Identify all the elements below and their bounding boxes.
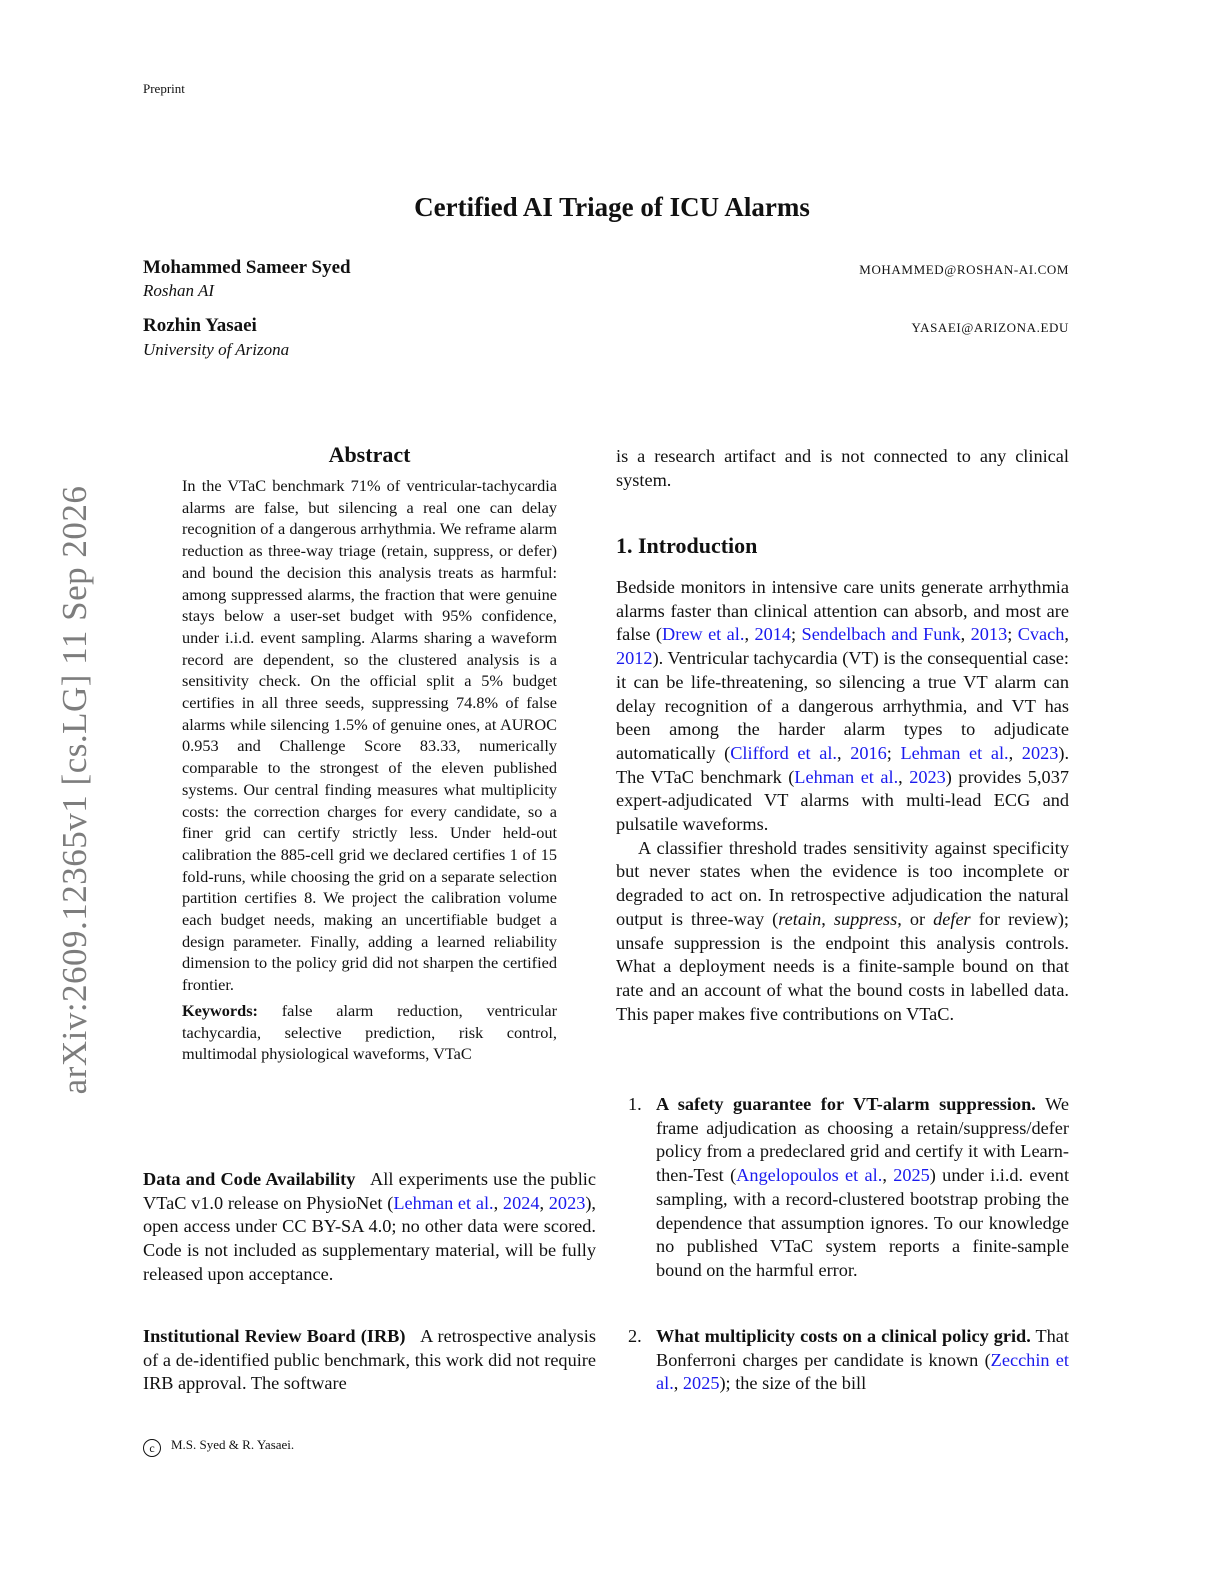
- irb-heading: Institutional Review Board (IRB): [143, 1326, 406, 1346]
- author-name: Mohammed Sameer Syed: [143, 257, 351, 278]
- citation-link[interactable]: Clifford et al.: [730, 742, 837, 763]
- introduction-heading: 1. Introduction: [616, 533, 758, 558]
- citation-year-link[interactable]: 2016: [850, 742, 887, 763]
- paragraph-text: is a research artifact and is not connected to any clinical system.: [616, 446, 1069, 490]
- arxiv-identifier: arXiv:2609.12365v1 [cs.LG] 11 Sep 2026: [55, 485, 94, 1095]
- abstract-text: In the VTaC benchmark 71% of ventricular-tachycardia alarms are false, but silencing a real one can delay recognition of a dangerous arrhythmia. We reframe alarm reduction as three-way triage (retain, suppress, or defer) and bound the decision this analysis treats as harmful: among suppressed alarms, the fraction that were genuine stays below a user-set budget with 95% confidence, under i.i.d. event sampling. Alarms sharing a waveform record are dependent, so the clustered analysis is a sensitivity check. On the official split a 5% budget certifies in all three seeds, suppressing 74.8% of false alarms while silencing 1.5% of genuine ones, at AUROC 0.953 and Challenge Score 83.33, numerically comparable to the strongest of the eleven published systems. Our central finding measures what multiplicity costs: the correction charges for every candidate, so a finer grid can certify strictly less. Under held-out calibration the 885-cell grid we declared certifies 1 of 15 fold-runs, while choosing the grid on a separate selection partition certifies 8. We project the calibration volume each budget needs, making an uncertifiable budget a design parameter. Finally, adding a learned reliability dimension to the policy grid did not sharpen the certified frontier.: [182, 476, 557, 995]
- citation-year-link[interactable]: 2023: [548, 1192, 586, 1213]
- data-availability-heading: Data and Code Availability: [143, 1169, 356, 1189]
- data-availability-section: [143, 1168, 596, 1287]
- keywords-label: Keywords:: [182, 1000, 258, 1020]
- citation-link[interactable]: Cvach: [1017, 624, 1065, 645]
- list-item: 1. A safety guarantee for VT-alarm suppression. We frame adjudication as choosing a retain/suppress/defer policy from a predeclared grid and certify it with Learn-then-Test (Angelopoulos et al., 2025) under i.i.d. event sampling, with a record-clustered bootstrap probing the dependence that assumption ignores. To our knowledge no published VTaC system reports a finite-sample bound on the harmful error.: [628, 1094, 1070, 1280]
- citation-year-link[interactable]: 2013: [970, 624, 1008, 645]
- intro-paragraph-1: Bedside monitors in intensive care units generate arrhythmia alarms faster than clinical attention can absorb, and most are false (Drew et al., 2014; Sendelbach and Funk, 2013; Cvach, 2012). Ventricular tachycardia (VT) is the consequential case: it can be life-threatening, so silencing a true VT alarm can delay recognition of a dangerous arrhythmia, and VT has been among the harder alarm types to adjudicate automatically (Clifford et al., 2016; Lehman et al., 2023). The VTaC benchmark (Lehman et al., 2023) provides 5,037 expert-adjudicated VT alarms with multi-lead ECG and pulsatile waveforms.: [616, 577, 1070, 835]
- citation-year-link[interactable]: 2025: [893, 1165, 930, 1186]
- preprint-label: Preprint: [143, 81, 185, 96]
- paragraph-text: ,: [493, 1192, 503, 1213]
- intro-paragraph-2: A classifier threshold trades sensitivity against specificity but never states when the evidence is too incomplete or degraded to act on. In retrospective adjudication the natural output is three-way (retain, suppress, or defer for review); unsafe suppression is the endpoint this analysis controls. What a deployment needs is a finite-sample bound on that rate and an account of what the bound costs in labelled data. This paper makes five contributions on VTaC.: [616, 837, 1069, 1024]
- arxiv-sidebar-stamp: [45, 440, 105, 1140]
- citation-link[interactable]: Angelopoulos et al.: [736, 1165, 883, 1186]
- paragraph-text: ), open access under CC BY-SA 4.0; no other data were scored. Code is not included as supplementary material, will be fully released upon acceptance.: [143, 1192, 597, 1284]
- footer-text: M.S. Syed & R. Yasaei.: [171, 1437, 295, 1452]
- author-email[interactable]: YASAEI@ARIZONA.EDU: [911, 320, 1069, 335]
- irb-section: [143, 1325, 596, 1396]
- list-number: 1.: [628, 1094, 642, 1114]
- citation-year-link[interactable]: 2012: [616, 648, 653, 669]
- contribution-list: [616, 1093, 1069, 1283]
- author-affiliation: University of Arizona: [143, 340, 290, 359]
- author-email[interactable]: MOHAMMED@ROSHAN-AI.COM: [859, 262, 1069, 277]
- citation-link[interactable]: Zecchin et al.: [656, 1349, 1069, 1394]
- list-number: 2.: [628, 1326, 642, 1346]
- paragraph-text: ,: [539, 1192, 549, 1213]
- contribution-list: [616, 1325, 1069, 1396]
- citation-link[interactable]: Sendelbach and Funk: [801, 624, 961, 645]
- paper-title: Certified AI Triage of ICU Alarms: [414, 192, 810, 222]
- citation-year-link[interactable]: 2024: [502, 1192, 540, 1213]
- author-affiliation: Roshan AI: [143, 281, 214, 300]
- citation-link[interactable]: Lehman et al.: [794, 766, 899, 787]
- list-item: 2. What multiplicity costs on a clinical policy grid. That Bonferroni charges per candidate is known (Zecchin et al., 2025); the size of the bill: [628, 1326, 1069, 1394]
- keywords-list: false alarm reduction, ventricular tachycardia, selective prediction, risk control, multimodal physiological waveforms, VTaC: [182, 1000, 557, 1064]
- citation-year-link[interactable]: 2025: [682, 1373, 720, 1394]
- citation-year-link[interactable]: 2023: [1021, 742, 1059, 763]
- copyright-icon: c: [143, 1439, 161, 1457]
- citation-year-link[interactable]: 2023: [909, 766, 946, 787]
- abstract-heading: Abstract: [328, 442, 411, 467]
- keywords: [182, 1000, 557, 1065]
- irb-continuation: [616, 445, 1069, 492]
- citation-link[interactable]: Drew et al.: [662, 624, 745, 645]
- introduction-body: [616, 576, 1069, 1026]
- citation-link[interactable]: Lehman et al.: [393, 1192, 494, 1213]
- footer: [143, 1437, 294, 1457]
- author-name: Rozhin Yasaei: [143, 315, 257, 336]
- citation-link[interactable]: Lehman et al.: [900, 742, 1009, 763]
- paragraph-text: A retrospective analysis of a de-identified public benchmark, this work did not require IRB approval. The software: [143, 1326, 596, 1394]
- citation-year-link[interactable]: 2014: [754, 624, 792, 645]
- abstract-body: [182, 475, 557, 1065]
- paragraph-text: All experiments use the public VTaC v1.0 release on PhysioNet (: [143, 1169, 597, 1213]
